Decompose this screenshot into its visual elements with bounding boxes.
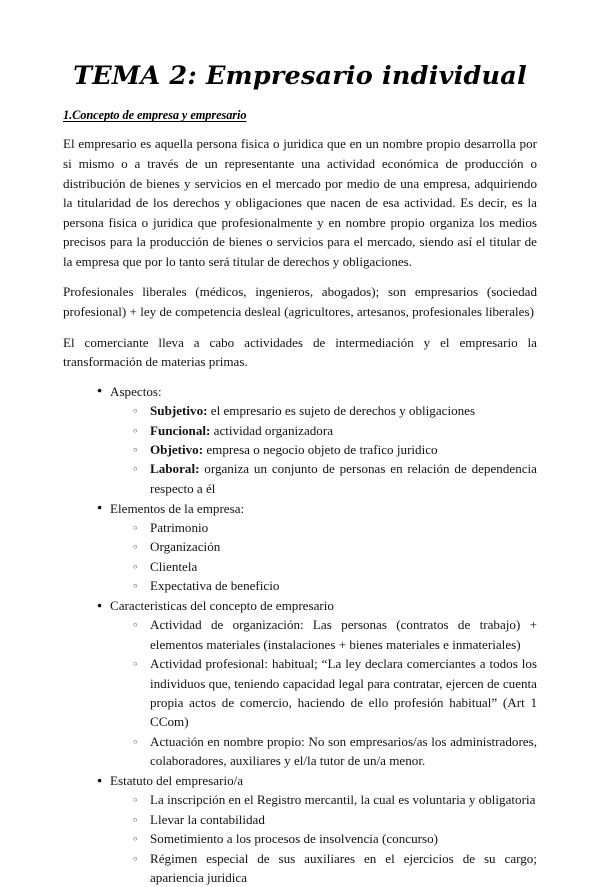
outline-item: [133, 615, 537, 654]
outline-item: [133, 440, 537, 459]
outline-group-label: ● Estatuto del empresario/a: [110, 773, 244, 789]
outline-item: [133, 790, 537, 809]
outline-item: [133, 459, 537, 498]
outline-sublist: [110, 518, 537, 596]
section-heading: 1.Concepto de empresa y empresario: [63, 108, 247, 123]
outline-item-label: Objetivo:: [150, 441, 204, 457]
outline-item-text: La inscripción en el Registro mercantil, la cual es voluntaria y obligatoria: [150, 792, 536, 808]
outline-group: [97, 382, 537, 498]
outline-group-label: ● Caracteristicas del concepto de empresario: [110, 598, 334, 614]
outline-item-text: Actividad de organización: Las personas (contratos de trabajo) + elementos materiales (instalaciones + bienes materiales e inmateriales): [150, 617, 537, 652]
outline-item-label: Laboral:: [150, 461, 200, 477]
outline-item-text: Patrimonio: [150, 519, 209, 535]
outline-item-text: Actividad profesional: habitual; “La ley declara comerciantes a todos los individuos que, teniendo capacidad legal para contratar, ejercen de cuenta propia actos de comercio, haciendo de ello profesión habitual” (Art 1 CCom): [150, 656, 537, 730]
outline-item-text: el empresario es sujeto de derechos y obligaciones: [207, 403, 476, 419]
paragraph-comerciante: El comerciante lleva a cabo actividades de intermediación y el empresario la transformación de materias primas.: [63, 334, 537, 370]
outline-item: [133, 849, 537, 887]
outline-sublist: [110, 401, 537, 498]
outline-item: [133, 518, 537, 537]
outline-item: [133, 401, 537, 420]
outline-item: [133, 421, 537, 440]
outline-item-text: Llevar la contabilidad: [150, 811, 265, 827]
outline-item-text: Organización: [150, 539, 221, 555]
outline-item-text: Actuación en nombre propio: No son empresarios/as los administradores, colaboradores, auxiliares y el/la tutor de un/a menor.: [150, 733, 537, 769]
paragraph-profesionales-liberales: Profesionales liberales (médicos, ingenieros, abogados); son empresarios (sociedad profesional) + ley de competencia desleal (agricultores, artesanos, profesionales liberales): [63, 284, 537, 320]
outline-item: [133, 654, 537, 732]
outline-item-text: actividad organizadora: [210, 422, 334, 438]
outline-item: [133, 557, 537, 576]
outline-item-text: empresa o negocio objeto de trafico juridico: [203, 441, 438, 457]
outline-item-label: Funcional:: [150, 422, 211, 438]
outline-item-text: Sometimiento a los procesos de insolvencia (concurso): [150, 831, 438, 847]
page-title: TEMA 2: Empresario individual: [73, 61, 527, 91]
outline-item-text: Expectativa de beneficio: [150, 578, 280, 594]
outline-list: [63, 382, 537, 887]
outline-group-label: ● Aspectos:: [110, 383, 162, 399]
outline-sublist: [110, 790, 537, 887]
outline-group: [97, 596, 537, 771]
outline-sublist: [110, 615, 537, 770]
outline-group: [97, 499, 537, 596]
outline-item-text: Clientela: [150, 558, 198, 574]
outline-group-label: ● Elementos de la empresa:: [110, 500, 245, 516]
outline-group: [97, 771, 537, 887]
outline-item-text: organiza un conjunto de personas en relación de dependencia respecto a él: [150, 461, 537, 496]
outline-item-text: Régimen especial de sus auxiliares en el ejercicios de su cargo; apariencia juridica: [150, 850, 537, 886]
outline-item: [133, 732, 537, 771]
outline-item: [133, 576, 537, 595]
outline-item: [133, 810, 537, 829]
outline-item: [133, 537, 537, 556]
outline-item-label: Subjetivo:: [150, 403, 208, 419]
paragraph-definition-empresario: El empresario es aquella persona fisica o juridica que en un nombre propio desarrolla por si mismo o a través de un representante una actividad económica de producción o distribución de bienes y servicios en el mercado por medio de una empresa, adquiriendo la titularidad de los derechos y obligaciones que nacen de esa actividad. Es decir, es la persona fisica o juridica que profesionalmente y en nombre propio organiza los medios precisos para la producción de bienes o servicios para el mercado, siendo así el titular de la empresa que por lo tanto será titular de derechos y obligaciones.: [63, 136, 537, 269]
outline-item: [133, 829, 537, 848]
